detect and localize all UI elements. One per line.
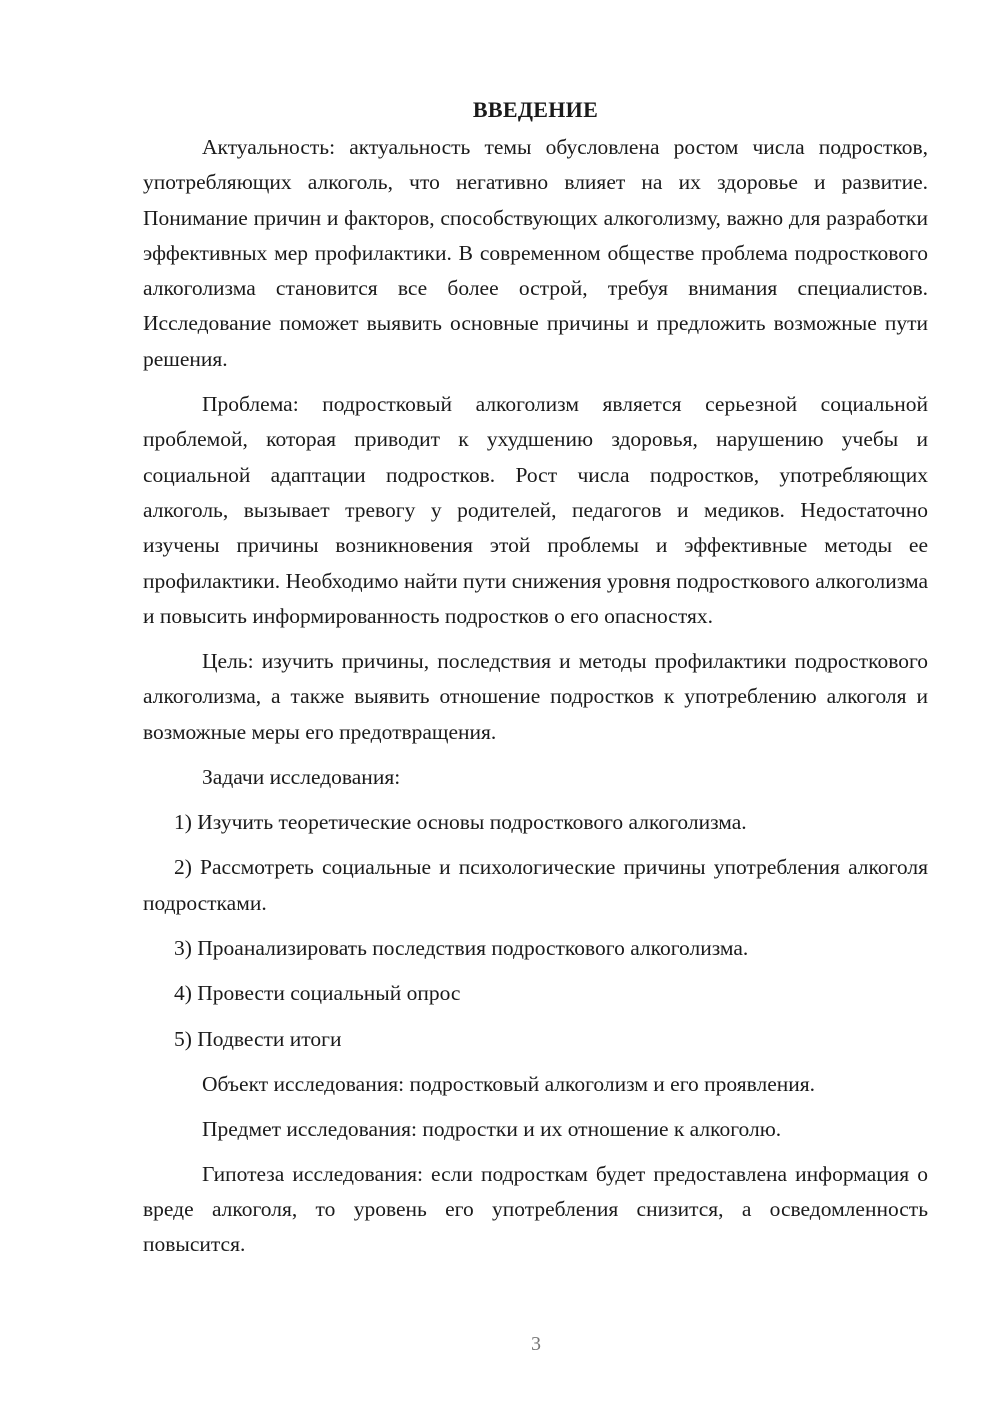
section-title: ВВЕДЕНИЕ	[472, 97, 599, 122]
research-object: Объект исследования: подростковый алкоголизм и его проявления.	[202, 1071, 816, 1096]
task-item-5: 5) Подвести итоги	[174, 1026, 342, 1051]
problem-paragraph: Проблема: подростковый алкоголизм является серьезной социальной проблемой, которая приводит к ухудшению здоровья, нарушению учебы и социальной адаптации подростков. Рост числа подростков, употребляющих алкоголь, вызывает тревогу у родителей, педагогов и медиков. Недостаточно изучены причины возникновения этой проблемы и эффективные методы ее профилактики. Необходимо найти пути снижения уровня подросткового алкоголизма и повысить информированность подростков о его опасностях.	[143, 392, 928, 628]
page-number: 3	[531, 1333, 541, 1355]
goal-paragraph: Цель: изучить причины, последствия и методы профилактики подросткового алкоголизма, а также выявить отношение подростков к употреблению алкоголя и возможные меры его предотвращения.	[143, 649, 928, 744]
task-item-3: 3) Проанализировать последствия подросткового алкоголизма.	[174, 935, 749, 960]
research-hypothesis: Гипотеза исследования: если подросткам будет предоставлена информация о вреде алкоголя, то уровень его употребления снизится, а осведомленность повысится.	[143, 1161, 928, 1257]
document-page	[143, 92, 928, 1273]
relevance-paragraph: Актуальность: актуальность темы обусловлена ростом числа подростков, употребляющих алкоголь, что негативно влияет на их здоровье и развитие. Понимание причин и факторов, способствующих алкоголизму, важно для разработки эффективных мер профилактики. В современном обществе проблема подросткового алкоголизма становится все более острой, требуя внимания специалистов. Исследование поможет выявить основные причины и предложить возможные пути решения.	[143, 135, 928, 371]
task-item-1: 1) Изучить теоретические основы подросткового алкоголизма.	[174, 810, 747, 835]
task-item-4: 4) Провести социальный опрос	[174, 981, 461, 1006]
research-subject: Предмет исследования: подростки и их отношение к алкоголю.	[202, 1116, 782, 1141]
tasks-heading: Задачи исследования:	[202, 765, 401, 790]
task-item-2: 2) Рассмотреть социальные и психологические причины употребления алкоголя подростками.	[143, 855, 928, 915]
